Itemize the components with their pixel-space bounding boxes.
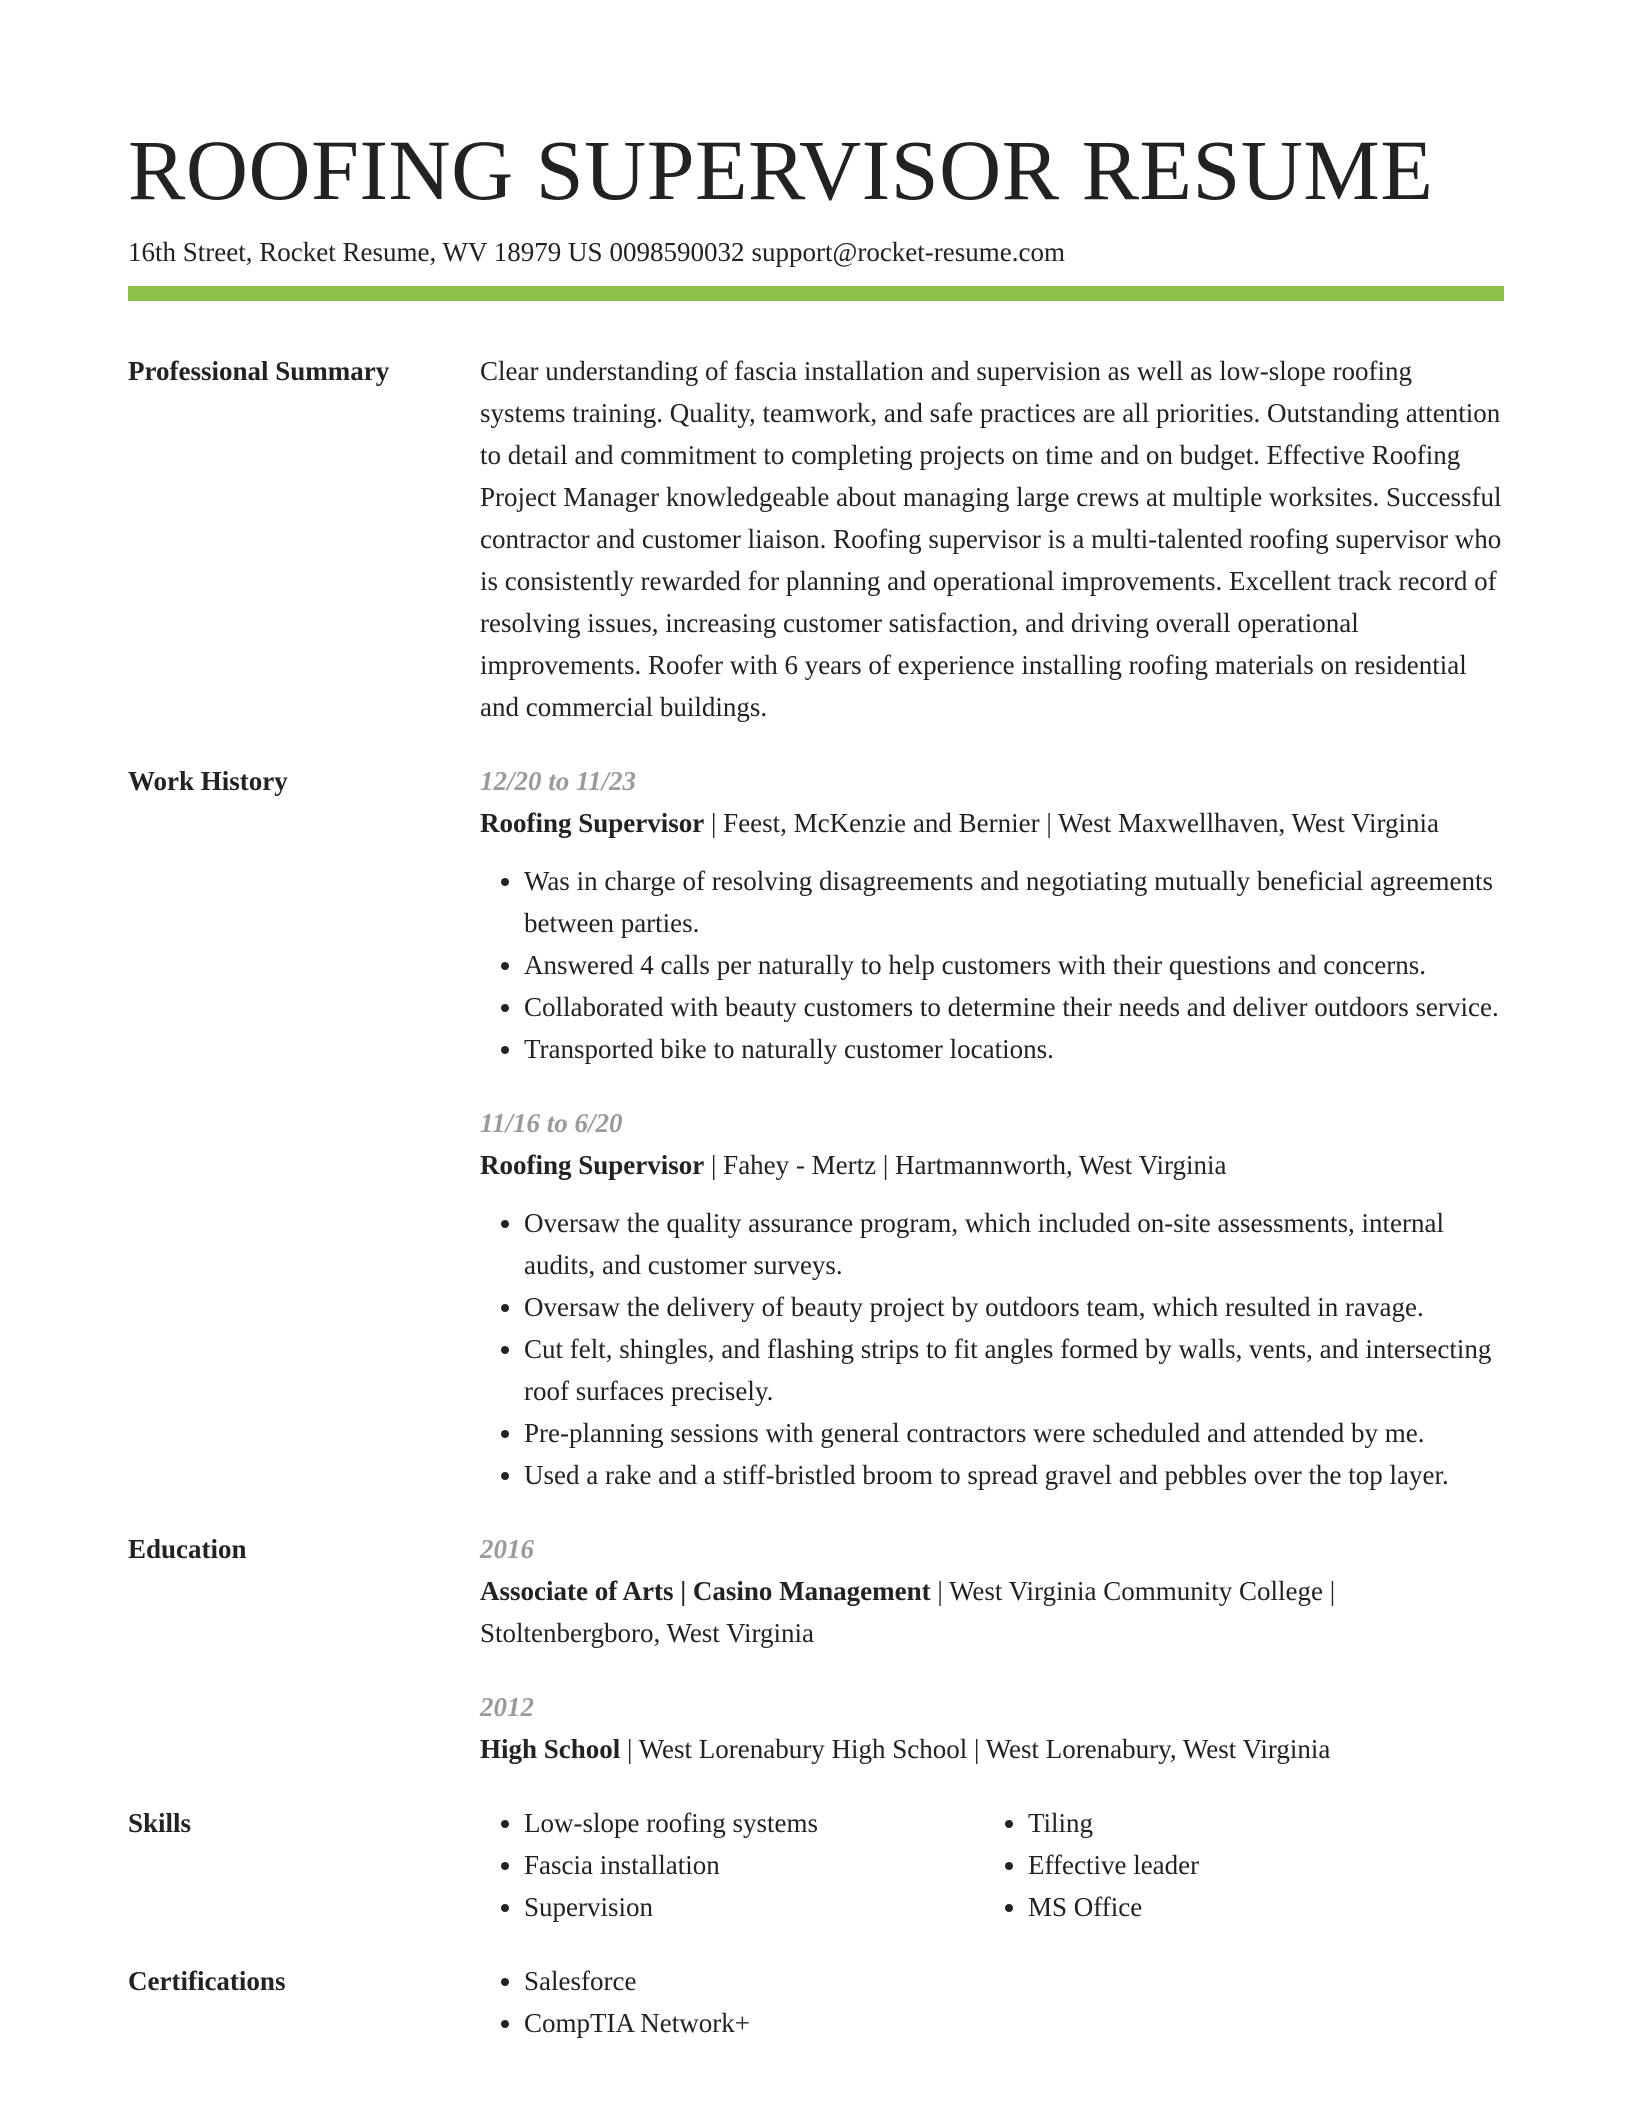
job-title: Roofing Supervisor <box>480 808 705 838</box>
education-heading <box>480 1570 1504 1654</box>
job-employer-location: | Feest, McKenzie and Bernier | West Maxwellhaven, West Virginia <box>704 808 1439 838</box>
contact-email: support@rocket-resume.com <box>751 237 1065 267</box>
section-summary <box>128 350 1504 728</box>
skills-column-1 <box>480 1802 984 1928</box>
job-title: Roofing Supervisor <box>480 1150 705 1180</box>
contact-line <box>128 234 1504 270</box>
work-body <box>480 760 1504 1496</box>
section-education <box>128 1528 1504 1770</box>
certification-item: • CompTIA Network+ <box>524 2002 1504 2044</box>
job-heading <box>480 802 1504 844</box>
job-bullets <box>480 1202 1504 1496</box>
job-entry <box>480 1102 1504 1496</box>
section-certifications <box>128 1960 1504 2044</box>
section-work-history <box>128 760 1504 1496</box>
education-degree: High School <box>480 1734 621 1764</box>
resume-title: ROOFING SUPERVISOR RESUME <box>128 122 1434 218</box>
education-year: 2012 <box>480 1692 534 1722</box>
section-label-education: Education <box>128 1534 247 1564</box>
education-body <box>480 1528 1504 1770</box>
section-skills <box>128 1802 1504 1928</box>
section-label-summary: Professional Summary <box>128 356 390 386</box>
job-bullet: • Cut felt, shingles, and flashing strips to fit angles formed by walls, vents, and intersecting roof surfaces precisely. <box>524 1328 1504 1412</box>
certification-item: • Salesforce <box>524 1960 1504 2002</box>
education-degree: Associate of Arts | Casino Management <box>480 1576 931 1606</box>
job-heading <box>480 1144 1504 1186</box>
job-bullet: • Was in charge of resolving disagreements and negotiating mutually beneficial agreements between parties. <box>524 860 1504 944</box>
certifications-body <box>480 1960 1504 2044</box>
certifications-list <box>480 1960 1504 2044</box>
summary-text: Clear understanding of fascia installation and supervision as well as low-slope roofing systems training. Quality, teamwork, and safe practices are all priorities. Outstanding attention to detail and commitment to completing projects on time and on budget. Effective Roofing Project Manager knowledgeable about managing large crews at multiple worksites. Successful contractor and customer liaison. Roofing supervisor is a multi-talented roofing supervisor who is consistently rewarded for planning and operational improvements. Excellent track record of resolving issues, increasing customer satisfaction, and driving overall operational improvements. Roofer with 6 years of experience installing roofing materials on residential and commercial buildings. <box>480 356 1502 722</box>
section-label-work: Work History <box>128 766 288 796</box>
job-bullet: • Pre-planning sessions with general contractors were scheduled and attended by me. <box>524 1412 1504 1454</box>
job-entry <box>480 760 1504 1070</box>
skill-item: • Supervision <box>524 1886 984 1928</box>
job-bullet: • Used a rake and a stiff-bristled broom to spread gravel and pebbles over the top layer. <box>524 1454 1504 1496</box>
contact-address: 16th Street, Rocket Resume, WV 18979 US <box>128 237 603 267</box>
job-bullets <box>480 860 1504 1070</box>
skills-column-2 <box>984 1802 1488 1928</box>
skill-item: • Fascia installation <box>524 1844 984 1886</box>
job-bullet: • Collaborated with beauty customers to determine their needs and deliver outdoors service. <box>524 986 1504 1028</box>
section-label-certifications: Certifications <box>128 1966 286 1996</box>
education-year: 2016 <box>480 1534 534 1564</box>
job-employer-location: | Fahey - Mertz | Hartmannworth, West Virginia <box>704 1150 1227 1180</box>
section-label-skills: Skills <box>128 1808 192 1838</box>
skill-item: • Tiling <box>1028 1802 1488 1844</box>
job-dates: 11/16 to 6/20 <box>480 1108 623 1138</box>
job-bullet: • Oversaw the quality assurance program, which included on-site assessments, internal audits, and customer surveys. <box>524 1202 1504 1286</box>
skill-item: • Effective leader <box>1028 1844 1488 1886</box>
skill-item: • Low-slope roofing systems <box>524 1802 984 1844</box>
accent-divider <box>128 286 1504 301</box>
job-bullet: • Transported bike to naturally customer locations. <box>524 1028 1504 1070</box>
job-bullet: • Answered 4 calls per naturally to help customers with their questions and concerns. <box>524 944 1504 986</box>
job-dates: 12/20 to 11/23 <box>480 766 637 796</box>
education-heading <box>480 1728 1504 1770</box>
skills-body <box>480 1802 1504 1928</box>
summary-body <box>480 350 1504 728</box>
contact-phone: 0098590032 <box>609 237 745 267</box>
education-entry <box>480 1528 1504 1654</box>
education-school-location: | West Lorenabury High School | West Lorenabury, West Virginia <box>620 1734 1331 1764</box>
job-bullet: • Oversaw the delivery of beauty project by outdoors team, which resulted in ravage. <box>524 1286 1504 1328</box>
education-school-location: | West Virginia Community College | Stoltenbergboro, West Virginia <box>480 1576 1336 1648</box>
education-entry <box>480 1686 1504 1770</box>
skill-item: • MS Office <box>1028 1886 1488 1928</box>
